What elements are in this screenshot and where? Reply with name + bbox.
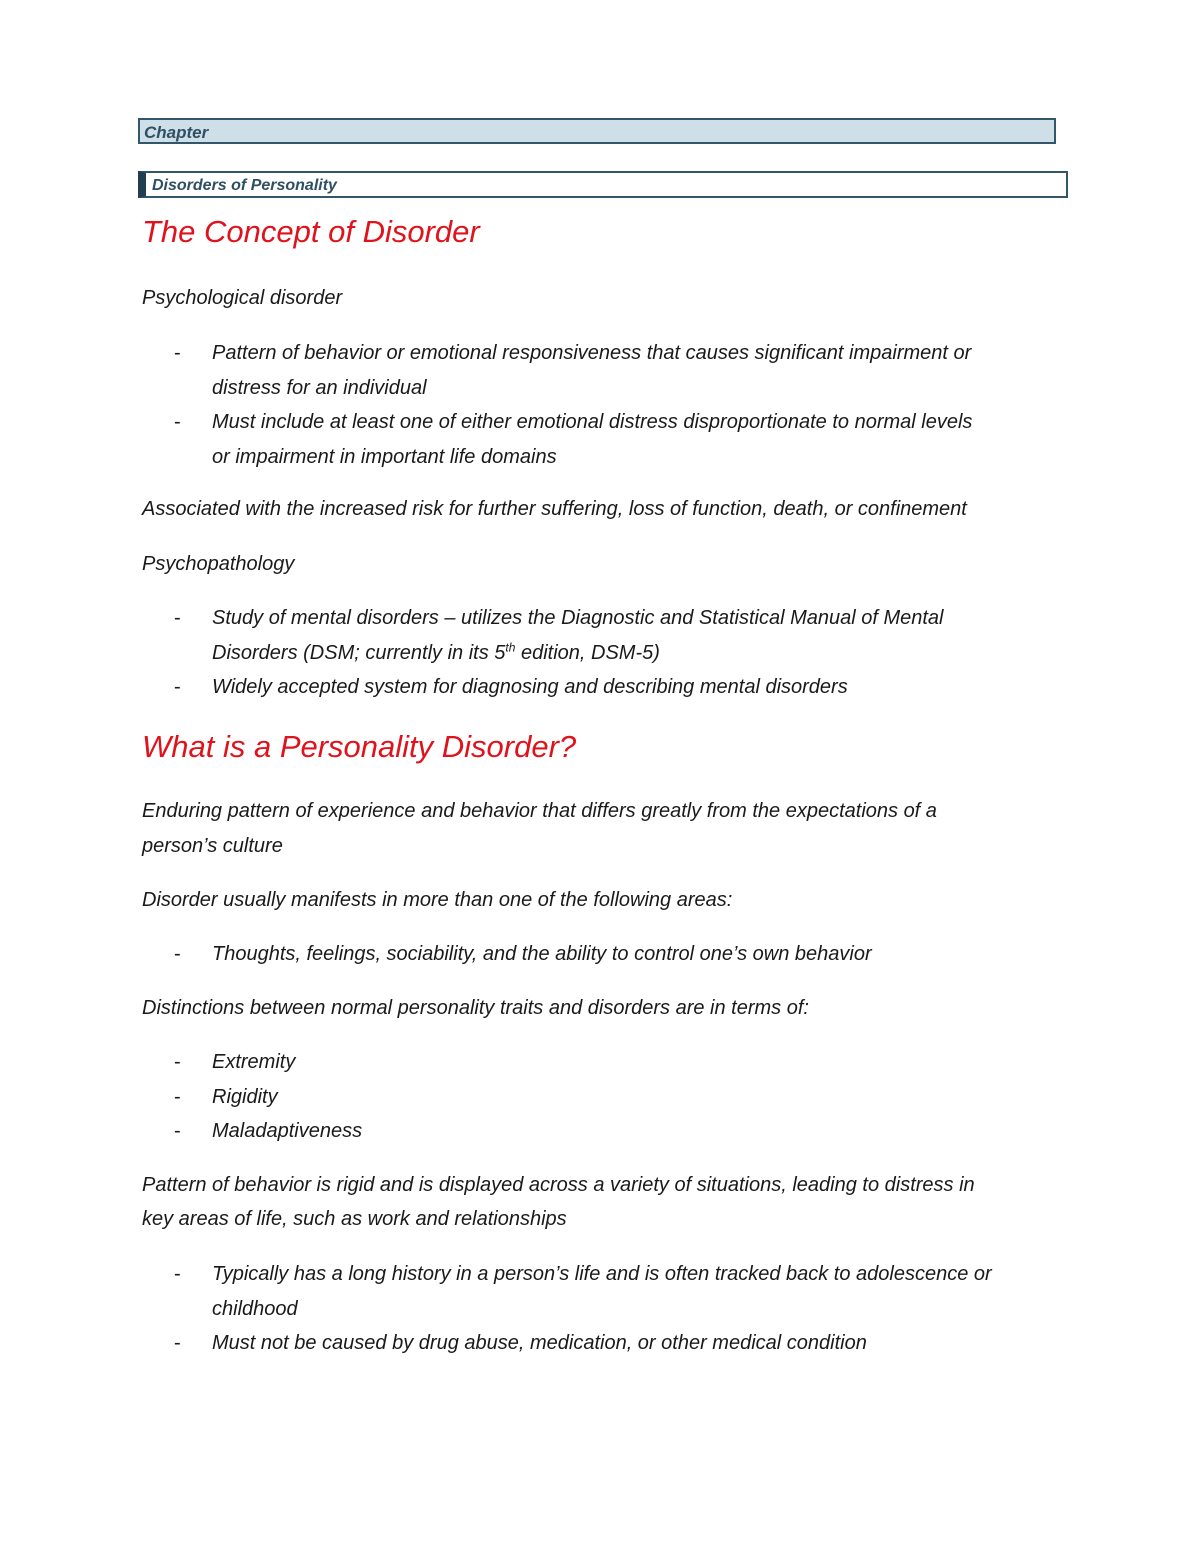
list-item: - Extremity (174, 1051, 296, 1073)
manifests-list (174, 937, 872, 972)
list-item-continuation: Disorders (DSM; currently in its 5th edition, DSM-5) (212, 639, 660, 664)
chapter-header-box (138, 118, 1056, 144)
chapter-subtitle-box (138, 171, 1068, 198)
list-item-continuation: distress for an individual (212, 376, 427, 399)
list-item: - Must not be caused by drug abuse, medication, or other medical condition (174, 1332, 867, 1354)
psychopathology-list (174, 601, 943, 705)
section-heading-concept-of-disorder: The Concept of Disorder (142, 214, 480, 249)
list-item-continuation: childhood (212, 1297, 298, 1320)
list-item: - Rigidity (174, 1085, 278, 1108)
list-item: - Pattern of behavior or emotional responsiveness that causes significant impairment or (174, 342, 972, 364)
superscript-th: th (505, 639, 516, 654)
psychopathology-label: Psychopathology (142, 553, 295, 575)
associated-risk-text: Associated with the increased risk for further suffering, loss of function, death, or confinement (142, 498, 967, 520)
list-item: - Typically has a long history in a person’s life and is often tracked back to adolescence or (174, 1263, 992, 1285)
enduring-pattern-line-2: person’s culture (142, 835, 283, 857)
list-item: - Must include at least one of either emotional distress disproportionate to normal levels (174, 411, 973, 433)
list-item: - Widely accepted system for diagnosing and describing mental disorders (174, 676, 848, 698)
pattern-rigid-line-2: key areas of life, such as work and relationships (142, 1208, 567, 1230)
chapter-label: Chapter (144, 123, 209, 142)
list-item: - Maladaptiveness (174, 1120, 363, 1142)
list-item: - Thoughts, feelings, sociability, and the ability to control one’s own behavior (174, 943, 872, 965)
psychological-disorder-label: Psychological disorder (142, 287, 343, 309)
list-item-continuation: or impairment in important life domains (212, 445, 557, 468)
section-heading-personality-disorder: What is a Personality Disorder? (142, 729, 577, 764)
enduring-pattern-line-1: Enduring pattern of experience and behavior that differs greatly from the expectations of a (142, 800, 937, 822)
pattern-list (174, 1257, 992, 1361)
distinctions-text: Distinctions between normal personality traits and disorders are in terms of: (142, 997, 809, 1019)
list-item: - Study of mental disorders – utilizes the Diagnostic and Statistical Manual of Mental (174, 607, 944, 629)
pattern-rigid-line-1: Pattern of behavior is rigid and is displayed across a variety of situations, leading to distress in (142, 1174, 975, 1196)
distinctions-list (174, 1045, 362, 1149)
chapter-subtitle: Disorders of Personality (152, 177, 337, 194)
manifests-text: Disorder usually manifests in more than one of the following areas: (142, 889, 733, 911)
psychological-disorder-list (174, 336, 972, 474)
